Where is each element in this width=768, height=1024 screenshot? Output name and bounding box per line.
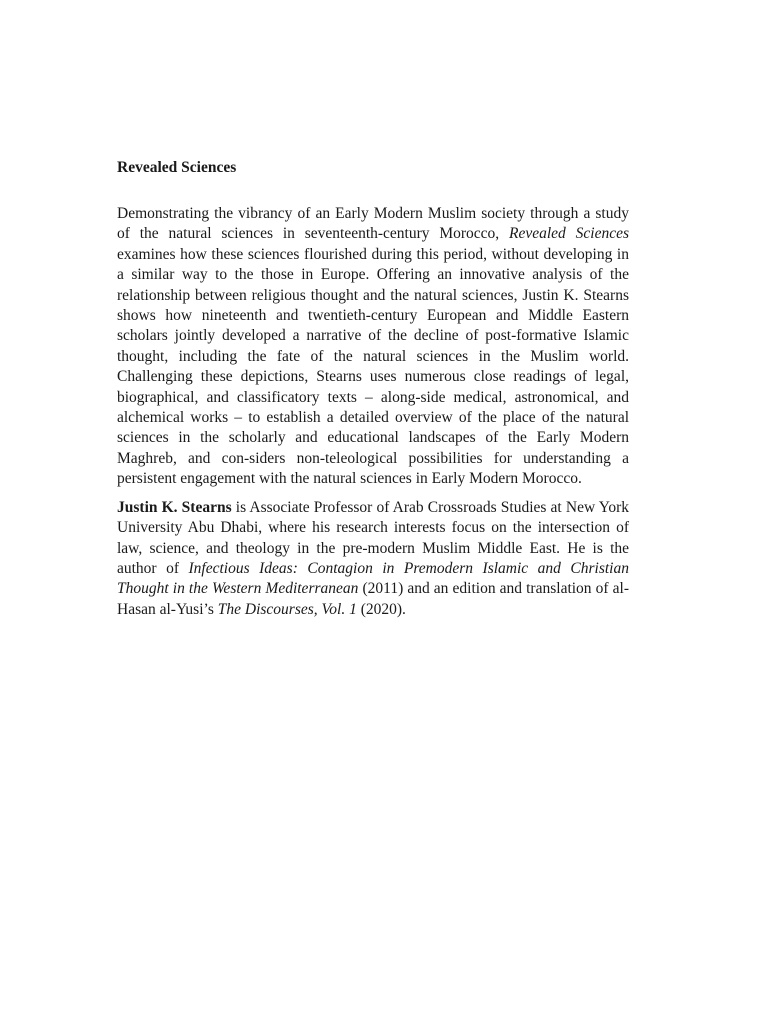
author-bio-text-1: is Associate Professor of Arab Crossroads Studies at New York University Abu Dhabi, where his research interests focus on the intersection of law, science, and theology in the pre-modern Muslim Middle East. He is the author of [117, 498, 630, 577]
author-bio-paragraph [117, 498, 629, 620]
description-text-1: Demonstrating the vibrancy of an Early Modern Muslim society through a study of the natural sciences in seventeenth-century Morocco, [117, 205, 629, 243]
description-text-2: examines how these sciences flourished during this period, without developing in a similar way to the those in Europe. Offering an innovative analysis of the relationship between religious thought and the natural sciences, Justin K. Stearns shows how nineteenth and twentieth-century European and Middle Eastern scholars jointly developed a narrative of the decline of post-formative Islamic thought, including the fate of the natural sciences in the Muslim world. Challenging these depictions, Stearns uses numerous close readings of legal, biographical, and classificatory texts – along-side medical, astronomical, and alchemical works – to establish a detailed overview of the place of the natural sciences in the scholarly and educational landscapes of the Early Modern Maghreb, and con-siders non-teleological possibilities for understanding a persistent engagement with the natural sciences in Early Modern Morocco. [117, 245, 629, 488]
book-title: Revealed Sciences [117, 159, 237, 176]
author-bio-text-2: (2011) and an edition and translation of al-Hasan al-Yusi’s [117, 580, 630, 618]
author-book-1: Infectious Ideas: Contagion in Premodern Islamic and Christian Thought in the Western Mediterranean [117, 559, 629, 598]
description-paragraph [117, 204, 629, 490]
author-bio-text-3: (2020). [356, 600, 406, 618]
book-blurb [117, 156, 629, 620]
author-name: Justin K. Stearns [117, 498, 232, 516]
author-book-2: The Discourses, Vol. 1 [217, 600, 357, 618]
description-book-title: Revealed Sciences [509, 225, 629, 243]
